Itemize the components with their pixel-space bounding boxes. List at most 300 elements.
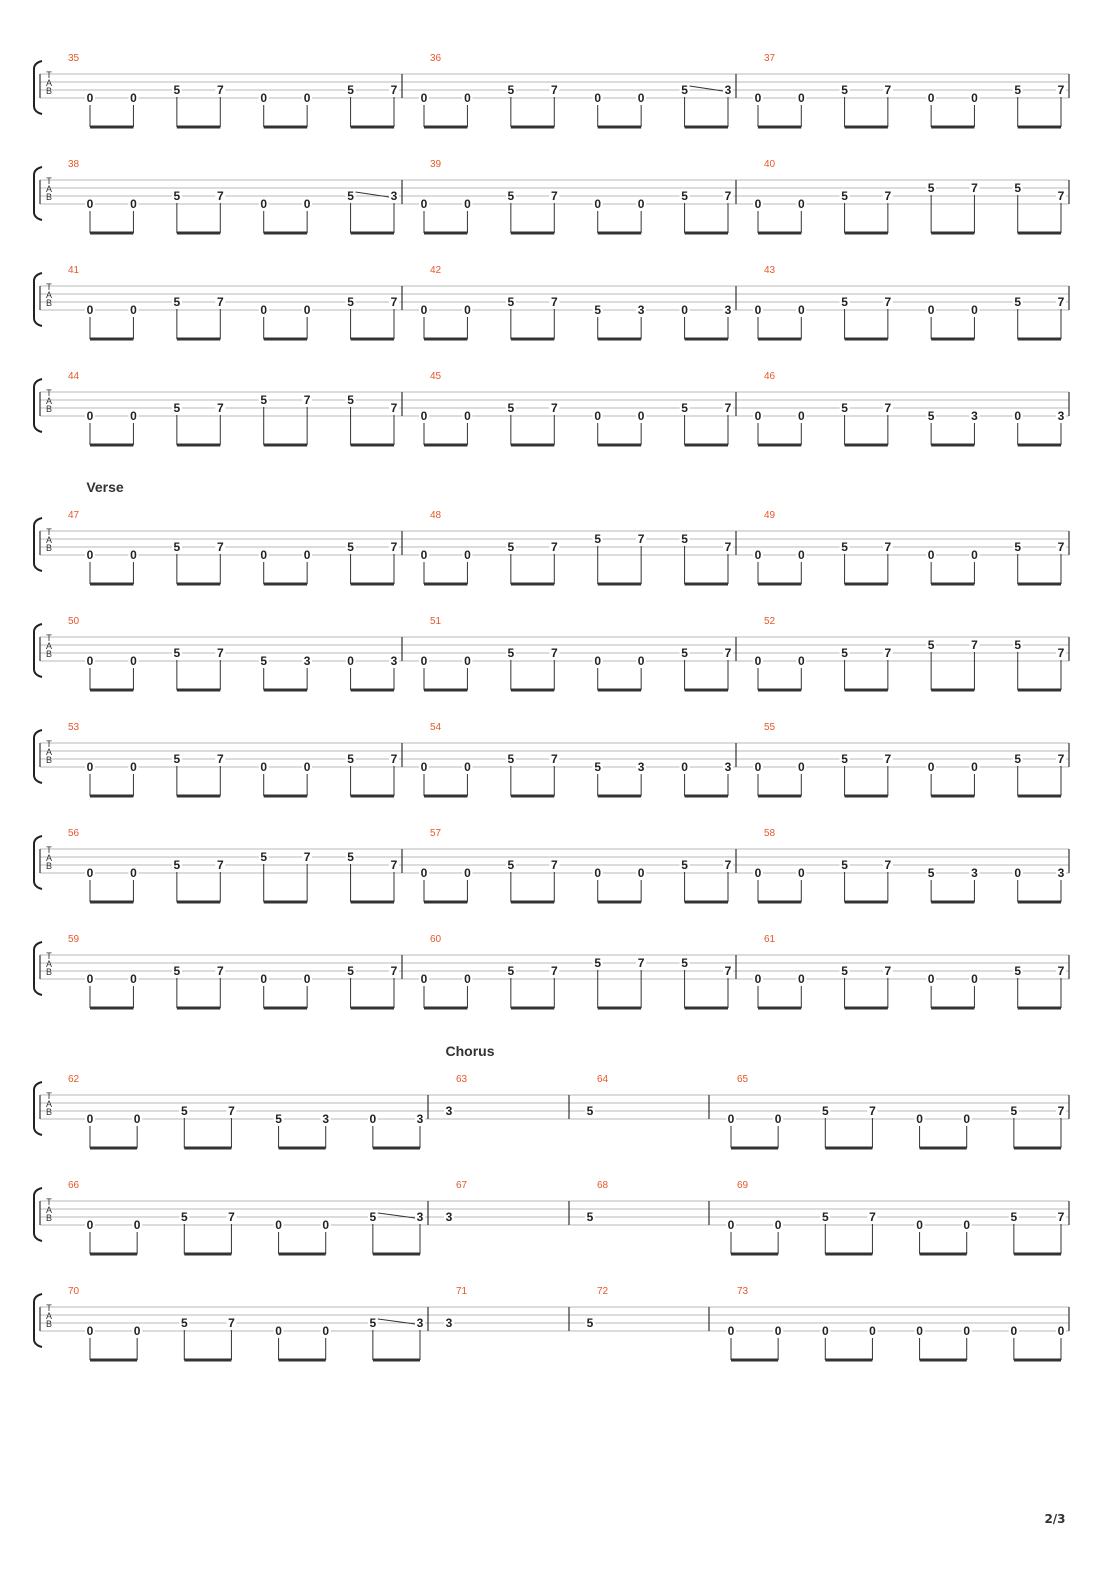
fret-number: 7 bbox=[390, 540, 398, 554]
fret-number: 0 bbox=[594, 91, 602, 105]
tab-clef-letter: T bbox=[46, 739, 52, 749]
fret-number: 7 bbox=[1057, 646, 1065, 660]
fret-number: 7 bbox=[550, 401, 558, 415]
fret-number: 0 bbox=[86, 760, 94, 774]
fret-number: 0 bbox=[260, 972, 268, 986]
fret-number: 0 bbox=[369, 1112, 377, 1126]
fret-number: 5 bbox=[927, 409, 935, 423]
fret-number: 0 bbox=[754, 197, 762, 211]
fret-number: 0 bbox=[594, 409, 602, 423]
fret-number: 0 bbox=[963, 1324, 971, 1338]
fret-number: 0 bbox=[130, 654, 137, 668]
fret-number: 0 bbox=[420, 866, 428, 880]
fret-number: 5 bbox=[841, 646, 848, 660]
fret-number: 5 bbox=[507, 295, 515, 309]
measure-number: 59 bbox=[68, 934, 80, 945]
fret-number: 3 bbox=[724, 83, 732, 97]
fret-number: 0 bbox=[86, 91, 94, 105]
fret-number: 0 bbox=[754, 972, 762, 986]
measure bbox=[585, 1286, 709, 1331]
fret-number: 0 bbox=[754, 866, 762, 880]
fret-number: 0 bbox=[260, 303, 268, 317]
system-bracket bbox=[34, 836, 42, 889]
fret-number: 7 bbox=[869, 1210, 876, 1224]
fret-number: 0 bbox=[130, 409, 137, 423]
measure-number: 61 bbox=[764, 934, 776, 945]
fret-number: 0 bbox=[464, 197, 471, 211]
fret-number: 7 bbox=[216, 189, 224, 203]
system-bracket bbox=[34, 61, 42, 114]
fret-number: 0 bbox=[754, 303, 762, 317]
fret-number: 5 bbox=[260, 393, 268, 407]
fret-number: 0 bbox=[927, 760, 935, 774]
measure-number: 45 bbox=[430, 371, 442, 382]
fret-number: 0 bbox=[464, 866, 471, 880]
tab-system bbox=[34, 616, 1069, 690]
fret-number: 7 bbox=[216, 401, 224, 415]
measure-number: 58 bbox=[764, 828, 776, 839]
fret-number: 0 bbox=[927, 91, 935, 105]
tab-clef-letter: T bbox=[46, 70, 52, 80]
fret-number: 5 bbox=[1010, 1104, 1018, 1118]
fret-number: 7 bbox=[971, 638, 978, 652]
fret-number: 5 bbox=[260, 654, 268, 668]
fret-number: 0 bbox=[303, 548, 311, 562]
tab-clef-letter: B bbox=[45, 543, 53, 553]
fret-number: 0 bbox=[637, 654, 645, 668]
fret-number: 3 bbox=[637, 303, 645, 317]
tab-clef-letter: T bbox=[46, 282, 52, 292]
fret-number: 0 bbox=[869, 1324, 876, 1338]
fret-number: 7 bbox=[390, 401, 398, 415]
fret-number: 5 bbox=[173, 646, 181, 660]
fret-number: 0 bbox=[971, 972, 978, 986]
fret-number: 0 bbox=[86, 197, 94, 211]
measure-number: 63 bbox=[456, 1074, 468, 1085]
fret-number: 0 bbox=[347, 654, 354, 668]
system-bracket bbox=[34, 730, 42, 783]
fret-number: 0 bbox=[971, 91, 978, 105]
fret-number: 5 bbox=[586, 1316, 594, 1330]
tab-system bbox=[34, 265, 1069, 339]
fret-number: 5 bbox=[347, 83, 354, 97]
fret-number: 5 bbox=[507, 189, 515, 203]
fret-number: 5 bbox=[927, 181, 935, 195]
tab-clef-letter: A bbox=[45, 1205, 53, 1215]
fret-number: 0 bbox=[797, 197, 805, 211]
tab-system bbox=[34, 1180, 1069, 1254]
fret-number: 5 bbox=[507, 858, 515, 872]
system-bracket bbox=[34, 624, 42, 677]
tab-clef-letter: T bbox=[46, 1091, 52, 1101]
system-bracket bbox=[34, 167, 42, 220]
tab-system bbox=[34, 53, 1069, 127]
fret-number: 3 bbox=[445, 1104, 453, 1118]
fret-number: 5 bbox=[841, 295, 848, 309]
fret-number: 5 bbox=[173, 401, 181, 415]
fret-number: 0 bbox=[130, 197, 137, 211]
fret-number: 5 bbox=[180, 1316, 188, 1330]
fret-number: 7 bbox=[884, 295, 892, 309]
measure bbox=[444, 1074, 569, 1119]
fret-number: 0 bbox=[754, 91, 762, 105]
tab-clef-letter: B bbox=[45, 1107, 53, 1117]
measure-number: 35 bbox=[68, 53, 80, 64]
measure-number: 56 bbox=[68, 828, 80, 839]
fret-number: 0 bbox=[916, 1218, 923, 1232]
fret-number: 0 bbox=[594, 197, 602, 211]
tab-clef-letter: A bbox=[45, 290, 53, 300]
fret-number: 7 bbox=[216, 858, 224, 872]
fret-number: 0 bbox=[260, 197, 268, 211]
fret-number: 7 bbox=[550, 189, 558, 203]
fret-number: 0 bbox=[637, 409, 645, 423]
fret-number: 5 bbox=[841, 964, 848, 978]
fret-number: 0 bbox=[971, 760, 978, 774]
fret-number: 7 bbox=[1057, 1104, 1065, 1118]
fret-number: 5 bbox=[369, 1316, 377, 1330]
fret-number: 0 bbox=[130, 760, 137, 774]
measure-number: 73 bbox=[737, 1286, 749, 1297]
fret-number: 0 bbox=[963, 1112, 971, 1126]
fret-number: 0 bbox=[86, 654, 94, 668]
fret-number: 7 bbox=[550, 964, 558, 978]
fret-number: 0 bbox=[594, 866, 602, 880]
fret-number: 5 bbox=[507, 752, 515, 766]
tab-clef-letter: T bbox=[46, 388, 52, 398]
section-label: Verse bbox=[86, 479, 124, 495]
fret-number: 7 bbox=[390, 295, 398, 309]
fret-number: 7 bbox=[724, 858, 732, 872]
fret-number: 7 bbox=[303, 850, 311, 864]
fret-number: 0 bbox=[303, 303, 311, 317]
fret-number: 3 bbox=[1057, 866, 1065, 880]
measure-number: 51 bbox=[430, 616, 442, 627]
fret-number: 0 bbox=[963, 1218, 971, 1232]
measure-number: 55 bbox=[764, 722, 776, 733]
fret-number: 0 bbox=[130, 866, 137, 880]
fret-number: 0 bbox=[754, 654, 762, 668]
fret-number: 5 bbox=[1014, 752, 1022, 766]
fret-number: 5 bbox=[173, 83, 181, 97]
fret-number: 5 bbox=[347, 752, 354, 766]
fret-number: 0 bbox=[681, 303, 688, 317]
fret-number: 7 bbox=[884, 83, 892, 97]
fret-number: 0 bbox=[86, 548, 94, 562]
fret-number: 0 bbox=[464, 654, 471, 668]
fret-number: 5 bbox=[507, 83, 515, 97]
fret-number: 0 bbox=[797, 409, 805, 423]
fret-number: 5 bbox=[821, 1104, 829, 1118]
fret-number: 7 bbox=[550, 540, 558, 554]
tab-system bbox=[34, 371, 1069, 445]
fret-number: 3 bbox=[971, 866, 978, 880]
fret-number: 5 bbox=[507, 964, 515, 978]
measure-number: 72 bbox=[597, 1286, 609, 1297]
fret-number: 5 bbox=[681, 646, 688, 660]
fret-number: 0 bbox=[927, 548, 935, 562]
fret-number: 3 bbox=[1057, 409, 1065, 423]
fret-number: 5 bbox=[841, 83, 848, 97]
fret-number: 7 bbox=[884, 646, 892, 660]
fret-number: 3 bbox=[637, 760, 645, 774]
tab-clef-letter: B bbox=[45, 1319, 53, 1329]
fret-number: 0 bbox=[322, 1324, 330, 1338]
fret-number: 5 bbox=[681, 189, 688, 203]
fret-number: 0 bbox=[275, 1218, 282, 1232]
fret-number: 0 bbox=[464, 91, 471, 105]
fret-number: 5 bbox=[275, 1112, 282, 1126]
fret-number: 7 bbox=[1057, 295, 1065, 309]
measure-number: 36 bbox=[430, 53, 442, 64]
tab-system bbox=[34, 722, 1069, 796]
measure-number: 40 bbox=[764, 159, 776, 170]
fret-number: 5 bbox=[507, 401, 515, 415]
fret-number: 5 bbox=[594, 532, 602, 546]
fret-number: 7 bbox=[390, 83, 398, 97]
fret-number: 5 bbox=[681, 956, 688, 970]
fret-number: 3 bbox=[416, 1316, 424, 1330]
fret-number: 5 bbox=[347, 189, 354, 203]
fret-number: 0 bbox=[260, 548, 268, 562]
measure-number: 62 bbox=[68, 1074, 80, 1085]
fret-number: 7 bbox=[637, 532, 645, 546]
fret-number: 0 bbox=[1010, 1324, 1018, 1338]
fret-number: 7 bbox=[550, 646, 558, 660]
tab-clef-letter: A bbox=[45, 1099, 53, 1109]
fret-number: 7 bbox=[216, 83, 224, 97]
system-bracket bbox=[34, 1294, 42, 1347]
fret-number: 0 bbox=[464, 409, 471, 423]
tab-clef-letter: A bbox=[45, 1311, 53, 1321]
fret-number: 0 bbox=[86, 866, 94, 880]
tab-system bbox=[34, 479, 1069, 584]
fret-number: 7 bbox=[724, 189, 732, 203]
fret-number: 0 bbox=[727, 1218, 735, 1232]
tab-clef-letter: B bbox=[45, 404, 53, 414]
measure-number: 70 bbox=[68, 1286, 80, 1297]
fret-number: 7 bbox=[637, 956, 645, 970]
fret-number: 5 bbox=[173, 189, 181, 203]
fret-number: 0 bbox=[971, 303, 978, 317]
fret-number: 7 bbox=[550, 83, 558, 97]
fret-number: 0 bbox=[420, 303, 428, 317]
fret-number: 5 bbox=[841, 189, 848, 203]
fret-number: 5 bbox=[841, 401, 848, 415]
fret-number: 7 bbox=[1057, 752, 1065, 766]
fret-number: 7 bbox=[724, 540, 732, 554]
fret-number: 0 bbox=[1014, 866, 1022, 880]
fret-number: 0 bbox=[727, 1112, 735, 1126]
measure-number: 47 bbox=[68, 510, 80, 521]
fret-number: 0 bbox=[303, 972, 311, 986]
fret-number: 3 bbox=[322, 1112, 330, 1126]
fret-number: 0 bbox=[130, 548, 137, 562]
fret-number: 7 bbox=[884, 189, 892, 203]
fret-number: 0 bbox=[971, 548, 978, 562]
tab-system bbox=[34, 1286, 1069, 1360]
fret-number: 0 bbox=[927, 303, 935, 317]
fret-number: 5 bbox=[173, 964, 181, 978]
fret-number: 7 bbox=[1057, 1210, 1065, 1224]
fret-number: 3 bbox=[445, 1316, 453, 1330]
fret-number: 5 bbox=[586, 1104, 594, 1118]
fret-number: 5 bbox=[173, 540, 181, 554]
fret-number: 0 bbox=[727, 1324, 735, 1338]
measure-number: 49 bbox=[764, 510, 776, 521]
fret-number: 3 bbox=[416, 1112, 424, 1126]
fret-number: 7 bbox=[228, 1210, 235, 1224]
tab-clef-letter: T bbox=[46, 845, 52, 855]
fret-number: 7 bbox=[228, 1104, 235, 1118]
fret-number: 7 bbox=[1057, 964, 1065, 978]
tab-clef-letter: B bbox=[45, 649, 53, 659]
fret-number: 5 bbox=[594, 303, 602, 317]
tab-system bbox=[34, 934, 1069, 1008]
fret-number: 5 bbox=[347, 540, 354, 554]
measure-number: 44 bbox=[68, 371, 80, 382]
fret-number: 5 bbox=[180, 1210, 188, 1224]
fret-number: 7 bbox=[884, 964, 892, 978]
fret-number: 0 bbox=[797, 91, 805, 105]
fret-number: 5 bbox=[681, 401, 688, 415]
fret-number: 0 bbox=[916, 1112, 923, 1126]
fret-number: 0 bbox=[130, 303, 137, 317]
fret-number: 3 bbox=[971, 409, 978, 423]
fret-number: 5 bbox=[1014, 638, 1022, 652]
fret-number: 0 bbox=[420, 409, 428, 423]
tab-system bbox=[34, 1043, 1069, 1148]
system-bracket bbox=[34, 518, 42, 571]
fret-number: 0 bbox=[797, 654, 805, 668]
fret-number: 0 bbox=[130, 972, 137, 986]
fret-number: 5 bbox=[681, 83, 688, 97]
fret-number: 5 bbox=[1014, 540, 1022, 554]
measure-number: 42 bbox=[430, 265, 442, 276]
measure-number: 57 bbox=[430, 828, 442, 839]
fret-number: 3 bbox=[445, 1210, 453, 1224]
tab-clef-letter: B bbox=[45, 86, 53, 96]
measure-number: 46 bbox=[764, 371, 776, 382]
tab-clef-letter: B bbox=[45, 861, 53, 871]
fret-number: 0 bbox=[86, 409, 94, 423]
tab-clef-letter: A bbox=[45, 184, 53, 194]
fret-number: 7 bbox=[216, 964, 224, 978]
fret-number: 7 bbox=[884, 752, 892, 766]
fret-number: 7 bbox=[390, 964, 398, 978]
fret-number: 7 bbox=[971, 181, 978, 195]
measure-number: 50 bbox=[68, 616, 80, 627]
fret-number: 0 bbox=[322, 1218, 330, 1232]
fret-number: 0 bbox=[260, 760, 268, 774]
fret-number: 3 bbox=[724, 760, 732, 774]
fret-number: 7 bbox=[216, 646, 224, 660]
measure-number: 68 bbox=[597, 1180, 609, 1191]
fret-number: 0 bbox=[260, 91, 268, 105]
fret-number: 0 bbox=[754, 409, 762, 423]
fret-number: 0 bbox=[303, 760, 311, 774]
fret-number: 5 bbox=[347, 393, 354, 407]
measure-number: 48 bbox=[430, 510, 442, 521]
fret-number: 0 bbox=[130, 91, 137, 105]
fret-number: 3 bbox=[390, 189, 398, 203]
section-label: Chorus bbox=[445, 1043, 495, 1059]
fret-number: 7 bbox=[228, 1316, 235, 1330]
fret-number: 0 bbox=[420, 654, 428, 668]
fret-number: 0 bbox=[681, 760, 688, 774]
fret-number: 5 bbox=[173, 295, 181, 309]
measure-number: 41 bbox=[68, 265, 80, 276]
measure-number: 38 bbox=[68, 159, 80, 170]
tab-clef-letter: T bbox=[46, 527, 52, 537]
fret-number: 0 bbox=[420, 197, 428, 211]
measure-number: 66 bbox=[68, 1180, 80, 1191]
fret-number: 7 bbox=[550, 858, 558, 872]
fret-number: 0 bbox=[464, 548, 471, 562]
fret-number: 5 bbox=[260, 850, 268, 864]
fret-number: 0 bbox=[86, 1112, 94, 1126]
fret-number: 0 bbox=[916, 1324, 923, 1338]
fret-number: 0 bbox=[420, 760, 428, 774]
tab-clef-letter: T bbox=[46, 951, 52, 961]
fret-number: 0 bbox=[821, 1324, 829, 1338]
tab-clef-letter: A bbox=[45, 78, 53, 88]
fret-number: 5 bbox=[594, 760, 602, 774]
fret-number: 0 bbox=[754, 760, 762, 774]
fret-number: 7 bbox=[884, 401, 892, 415]
fret-number: 5 bbox=[841, 540, 848, 554]
fret-number: 3 bbox=[724, 303, 732, 317]
fret-number: 0 bbox=[133, 1112, 141, 1126]
tab-clef-letter: A bbox=[45, 747, 53, 757]
fret-number: 7 bbox=[1057, 540, 1065, 554]
fret-number: 5 bbox=[507, 540, 515, 554]
fret-number: 5 bbox=[594, 956, 602, 970]
fret-number: 5 bbox=[927, 638, 935, 652]
fret-number: 7 bbox=[1057, 189, 1065, 203]
fret-number: 7 bbox=[550, 295, 558, 309]
measure-number: 64 bbox=[597, 1074, 609, 1085]
tab-clef-letter: T bbox=[46, 1197, 52, 1207]
fret-number: 7 bbox=[390, 752, 398, 766]
fret-number: 5 bbox=[1014, 83, 1022, 97]
fret-number: 0 bbox=[86, 303, 94, 317]
tab-clef-letter: T bbox=[46, 633, 52, 643]
fret-number: 7 bbox=[216, 295, 224, 309]
tab-clef-letter: B bbox=[45, 1213, 53, 1223]
fret-number: 0 bbox=[797, 760, 805, 774]
fret-number: 7 bbox=[303, 393, 311, 407]
fret-number: 7 bbox=[869, 1104, 876, 1118]
fret-number: 7 bbox=[550, 752, 558, 766]
fret-number: 5 bbox=[347, 850, 354, 864]
fret-number: 7 bbox=[390, 858, 398, 872]
tab-clef-letter: A bbox=[45, 959, 53, 969]
measure bbox=[444, 1286, 569, 1331]
measure-number: 71 bbox=[456, 1286, 468, 1297]
measure bbox=[585, 1180, 709, 1225]
fret-number: 7 bbox=[216, 752, 224, 766]
fret-number: 0 bbox=[303, 91, 311, 105]
fret-number: 0 bbox=[927, 972, 935, 986]
fret-number: 5 bbox=[1010, 1210, 1018, 1224]
fret-number: 5 bbox=[821, 1210, 829, 1224]
fret-number: 0 bbox=[464, 760, 471, 774]
measure-number: 39 bbox=[430, 159, 442, 170]
fret-number: 7 bbox=[216, 540, 224, 554]
tab-clef-letter: A bbox=[45, 641, 53, 651]
system-bracket bbox=[34, 1082, 42, 1135]
